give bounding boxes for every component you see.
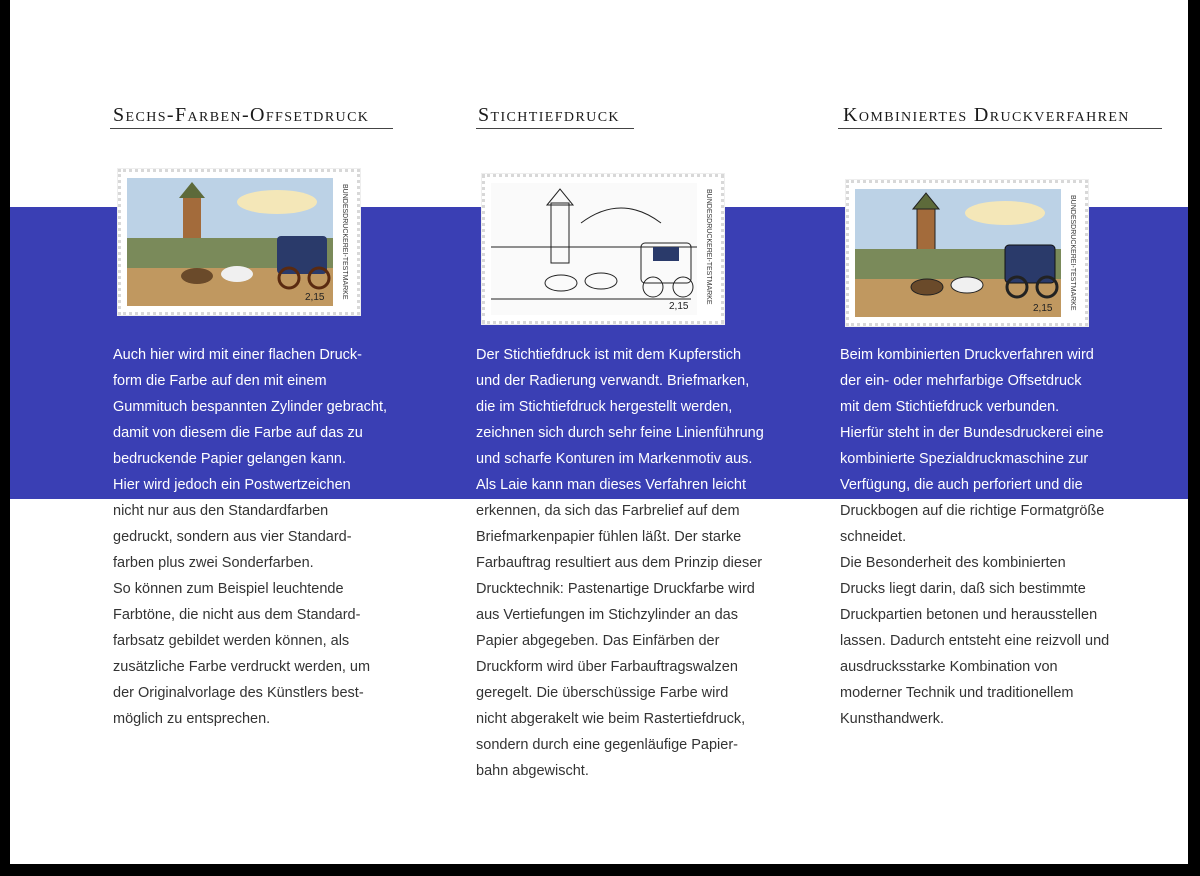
text-line: Farbauftrag resultiert aus dem Prinzip dieser	[476, 555, 763, 571]
text-line: lassen. Dadurch entsteht eine reizvoll und	[840, 633, 1110, 649]
text-line: Druckform wird über Farbauftragswalzen	[476, 659, 738, 675]
text-line: Hierfür steht in der Bundesdruckerei eine	[840, 425, 1104, 441]
text-line: bahn abgewischt.	[476, 763, 589, 779]
text-line: gedruckt, sondern aus vier Standard-	[113, 529, 352, 545]
heading-rule	[110, 128, 393, 129]
text-line: und der Radierung verwandt. Briefmarken,	[476, 373, 750, 389]
stamp-side-text: BUNDESDRUCKEREI-TESTMARKE	[705, 189, 712, 305]
text-line: schneidet.	[840, 529, 907, 545]
heading-rule	[476, 128, 634, 129]
text-line: geregelt. Die überschüssige Farbe wird	[476, 685, 729, 701]
stamp-image-engraved	[491, 183, 715, 315]
text-line: Briefmarkenpapier fühlen läßt. Der starke	[476, 529, 742, 545]
body-text-offset	[113, 342, 387, 732]
text-line: der Originalvorlage des Künstlers best-	[113, 685, 364, 701]
info-sheet	[10, 0, 1188, 864]
text-line: Verfügung, die auch perforiert und die	[840, 477, 1083, 493]
text-line: zusätzliche Farbe verdruckt werden, um	[113, 659, 371, 675]
text-line: Farbtöne, die nicht aus dem Standard-	[113, 607, 361, 623]
text-line: Die Besonderheit des kombinierten	[840, 555, 1066, 571]
stamp-value: 2,15	[669, 301, 689, 312]
text-line: mit dem Stichtiefdruck verbunden.	[840, 399, 1060, 415]
stamp-intaglio	[482, 174, 724, 324]
text-line: form die Farbe auf den mit einem	[113, 373, 327, 389]
text-line: kombinierte Spezialdruckmaschine zur	[840, 451, 1089, 467]
text-line: Kunsthandwerk.	[840, 711, 944, 727]
text-line: erkennen, da sich das Farbrelief auf dem	[476, 503, 740, 519]
text-line: möglich zu entsprechen.	[113, 711, 271, 727]
text-line: Papier abgegeben. Das Einfärben der	[476, 633, 720, 649]
body-text-intaglio	[476, 342, 764, 784]
stamp-image-combined	[855, 189, 1079, 317]
text-line: zeichnen sich durch sehr feine Linienführung	[476, 425, 764, 441]
heading-intaglio: Stichtiefdruck	[478, 104, 620, 126]
heading-rule	[838, 128, 1162, 129]
text-line: damit von diesem die Farbe auf das zu	[113, 425, 363, 441]
text-line: Hier wird jedoch ein Postwertzeichen	[113, 477, 351, 493]
text-line: farben plus zwei Sonderfarben.	[113, 555, 314, 571]
heading-combined: Kombiniertes Druckverfahren	[843, 104, 1130, 126]
body-text-combined	[840, 342, 1109, 732]
text-line: Druckbogen auf die richtige Formatgröße	[840, 503, 1105, 519]
stamp-value: 2,15	[305, 292, 325, 303]
text-line: Der Stichtiefdruck ist mit dem Kupferstich	[476, 347, 742, 363]
text-line: So können zum Beispiel leuchtende	[113, 581, 344, 597]
text-line: Als Laie kann man dieses Verfahren leicht	[476, 477, 747, 493]
stamp-side-text: BUNDESDRUCKEREI-TESTMARKE	[341, 184, 348, 300]
heading-offset: Sechs-Farben-Offsetdruck	[113, 104, 370, 126]
text-line: moderner Technik und traditionellem	[840, 685, 1074, 701]
text-line: Drucks liegt darin, daß sich bestimmte	[840, 581, 1086, 597]
stamp-combined	[846, 180, 1088, 326]
text-line: die im Stichtiefdruck hergestellt werden,	[476, 399, 733, 415]
text-line: Drucktechnik: Pastenartige Druckfarbe wird	[476, 581, 755, 597]
text-line: nicht abgerakelt wie beim Rastertiefdruck,	[476, 711, 746, 727]
stamp-side-text: BUNDESDRUCKEREI-TESTMARKE	[1069, 195, 1076, 311]
text-line: Auch hier wird mit einer flachen Druck-	[113, 347, 363, 363]
text-line: sondern durch eine gegenläufige Papier-	[476, 737, 738, 753]
stamp-value: 2,15	[1033, 303, 1053, 314]
text-line: Gummituch bespannten Zylinder gebracht,	[113, 399, 388, 415]
text-line: farbsatz gebildet werden können, als	[113, 633, 350, 649]
text-line: der ein- oder mehrfarbige Offsetdruck	[840, 373, 1082, 389]
text-line: ausdrucksstarke Kombination von	[840, 659, 1058, 675]
stamp-offset	[118, 169, 360, 315]
stamp-image-color	[127, 178, 351, 306]
text-line: Beim kombinierten Druckverfahren wird	[840, 347, 1094, 363]
text-line: aus Vertiefungen im Stichzylinder an das	[476, 607, 738, 623]
text-line: und scharfe Konturen im Markenmotiv aus.	[476, 451, 753, 467]
text-line: nicht nur aus den Standardfarben	[113, 503, 329, 519]
text-line: bedruckende Papier gelangen kann.	[113, 451, 346, 467]
text-line: Druckpartien betonen und herausstellen	[840, 607, 1098, 623]
